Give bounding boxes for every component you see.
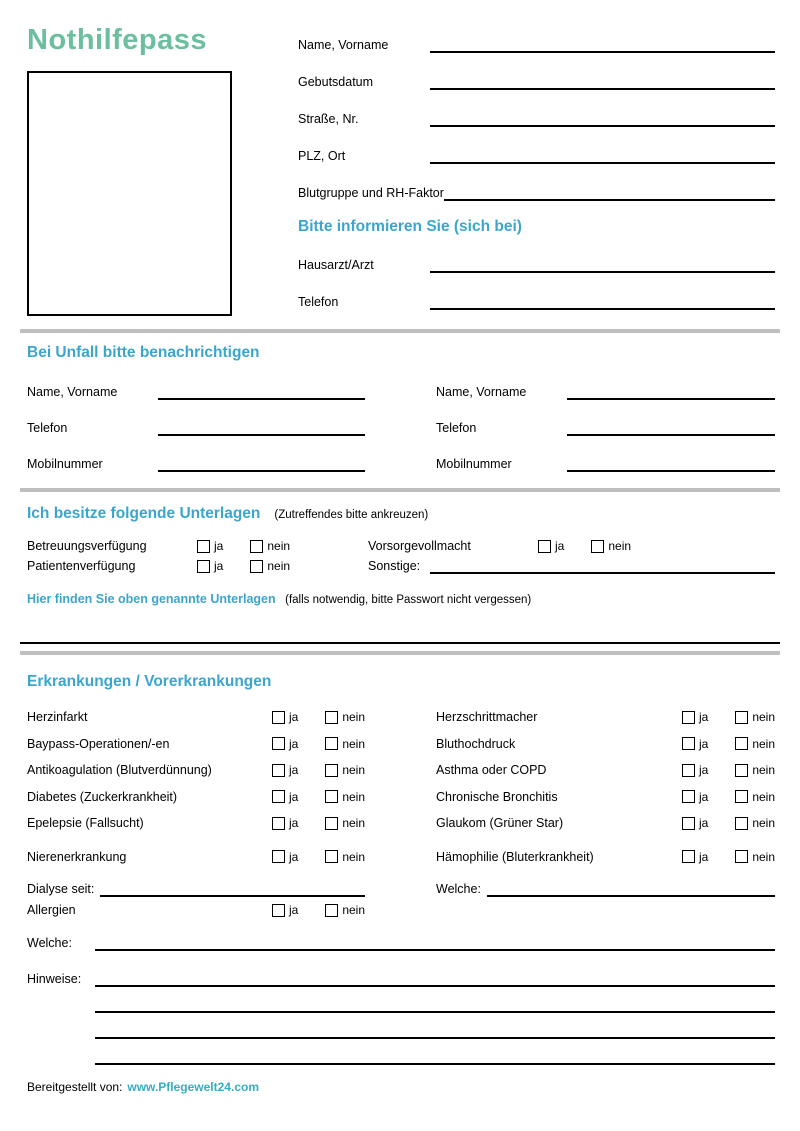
contact2-mobile-line[interactable]	[567, 468, 775, 472]
checkbox-nein[interactable]	[735, 737, 748, 750]
field-row	[27, 436, 365, 472]
condition-label: Nierenerkrankung	[27, 849, 127, 864]
field-row	[298, 53, 775, 90]
conditions-left-column	[27, 704, 365, 924]
documents-location-line[interactable]	[20, 642, 780, 644]
condition-label: Herzinfarkt	[27, 710, 88, 725]
street-label: Straße, Nr.	[298, 112, 359, 126]
checkbox-ja-label: ja	[288, 710, 299, 725]
footer-link[interactable]: www.Pflegewelt24.com	[127, 1079, 259, 1094]
checkbox-ja[interactable]	[272, 764, 285, 777]
checkbox-ja[interactable]	[272, 850, 285, 863]
sonstige-line[interactable]	[430, 570, 775, 574]
checkbox-nein[interactable]	[735, 711, 748, 724]
contact1-phone-label: Telefon	[27, 421, 68, 435]
checkbox-ja-label: ja	[288, 736, 299, 751]
footer-text: Bereitgestellt von:	[27, 1079, 123, 1094]
allergien-label: Allergien	[27, 903, 76, 918]
bloodtype-label: Blutgruppe und RH-Faktor	[298, 186, 444, 200]
header-left	[27, 20, 298, 316]
bloodtype-line[interactable]	[444, 197, 775, 201]
documents-link-row	[27, 592, 775, 606]
contact2-phone-line[interactable]	[567, 432, 775, 436]
checkbox-nein-label: nein	[752, 736, 775, 751]
phone-line[interactable]	[430, 306, 775, 310]
inform-heading: Bitte informieren Sie (sich bei)	[298, 218, 522, 235]
field-row	[436, 374, 775, 400]
condition-row	[436, 844, 775, 871]
hinweise-line-1[interactable]	[95, 983, 775, 987]
contact1-mobile-label: Mobilnummer	[27, 457, 103, 471]
hinweise-row	[27, 960, 775, 987]
checkbox-ja[interactable]	[682, 790, 695, 803]
checkbox-ja[interactable]	[197, 560, 210, 573]
condition-label: Antikoagulation (Blutverdünnung)	[27, 763, 212, 778]
contact1-mobile-line[interactable]	[158, 468, 365, 472]
checkbox-nein[interactable]	[325, 817, 338, 830]
checkbox-ja[interactable]	[682, 764, 695, 777]
document-row	[27, 556, 775, 576]
checkbox-ja-label: ja	[698, 816, 709, 831]
field-row	[436, 436, 775, 472]
checkbox-ja[interactable]	[272, 737, 285, 750]
birthdate-line[interactable]	[430, 86, 775, 90]
condition-row	[436, 731, 775, 758]
contact2-phone-label: Telefon	[436, 421, 477, 435]
condition-row	[436, 704, 775, 731]
documents-link-hint: (falls notwendig, bitte Passwort nicht vergessen)	[285, 594, 532, 606]
checkbox-ja-label: ja	[698, 789, 709, 804]
street-line[interactable]	[430, 123, 775, 127]
checkbox-nein-label: nein	[342, 763, 365, 778]
checkbox-nein[interactable]	[325, 850, 338, 863]
contact1-name-line[interactable]	[158, 396, 365, 400]
doctor-label: Hausarzt/Arzt	[298, 258, 374, 272]
page-title: Nothilfepass	[27, 24, 208, 56]
photo-placeholder	[27, 71, 232, 316]
emergency-section	[27, 374, 775, 472]
contact2-mobile-label: Mobilnummer	[436, 457, 512, 471]
condition-label: Chronische Bronchitis	[436, 789, 558, 804]
header-section	[27, 20, 775, 316]
hinweise-section	[27, 960, 775, 1065]
field-row	[298, 164, 775, 201]
documents-location-link[interactable]: Hier finden Sie oben genannte Unterlagen	[27, 592, 276, 606]
checkbox-nein[interactable]	[250, 560, 263, 573]
documents-heading-row	[27, 505, 775, 523]
condition-label: Glaukom (Grüner Star)	[436, 816, 564, 831]
sonstige-label: Sonstige:	[368, 558, 421, 573]
welche-right-row	[436, 870, 775, 897]
checkbox-ja[interactable]	[272, 817, 285, 830]
checkbox-nein[interactable]	[325, 764, 338, 777]
sonstige-item	[368, 559, 775, 574]
condition-label: Diabetes (Zuckerkrankheit)	[27, 789, 178, 804]
field-row	[27, 374, 365, 400]
checkbox-ja[interactable]	[682, 817, 695, 830]
patientenverfuegung-label: Patientenverfügung	[27, 559, 136, 573]
allergien-row	[27, 897, 365, 924]
condition-label: Epelepsie (Fallsucht)	[27, 816, 144, 831]
welche-right-line[interactable]	[487, 893, 775, 897]
footer	[27, 1080, 775, 1094]
condition-label: Bluthochdruck	[436, 736, 516, 751]
vorsorgevollmacht-label: Vorsorgevollmacht	[368, 539, 471, 553]
documents-hint: (Zutreffendes bitte ankreuzen)	[274, 509, 429, 521]
checkbox-nein[interactable]	[325, 737, 338, 750]
field-row	[298, 90, 775, 127]
hinweise-line-4[interactable]	[95, 1039, 775, 1065]
checkbox-ja-label: ja	[698, 849, 709, 864]
emergency-contact-2	[436, 374, 775, 472]
checkbox-ja[interactable]	[538, 540, 551, 553]
betreuungsverfuegung-item	[27, 539, 368, 553]
checkbox-nein[interactable]	[325, 790, 338, 803]
name-line[interactable]	[430, 49, 775, 53]
welche-label: Welche:	[436, 882, 481, 896]
checkbox-ja[interactable]	[682, 850, 695, 863]
condition-row	[27, 704, 365, 731]
checkbox-nein-label: nein	[752, 849, 775, 864]
city-label: PLZ, Ort	[298, 149, 346, 163]
checkbox-ja-label: ja	[288, 816, 299, 831]
checkbox-nein-label: nein	[342, 789, 365, 804]
checkbox-ja-label: ja	[698, 710, 709, 725]
checkbox-ja-label: ja	[288, 903, 299, 918]
checkbox-ja[interactable]	[272, 904, 285, 917]
checkbox-nein-label: nein	[267, 539, 291, 553]
checkbox-ja-label: ja	[214, 539, 224, 553]
checkbox-nein[interactable]	[591, 540, 604, 553]
checkbox-nein-label: nein	[342, 710, 365, 725]
checkbox-nein-label: nein	[752, 763, 775, 778]
field-row	[298, 236, 775, 273]
welche-label: Welche:	[27, 935, 72, 950]
checkbox-nein-label: nein	[752, 789, 775, 804]
dialyse-row	[27, 870, 365, 897]
checkbox-ja-label: ja	[214, 559, 224, 573]
contact1-name-label: Name, Vorname	[27, 385, 118, 399]
document-row	[27, 536, 775, 556]
contact1-phone-line[interactable]	[158, 432, 365, 436]
emergency-heading: Bei Unfall bitte benachrichtigen	[27, 344, 260, 361]
checkbox-ja-label: ja	[288, 849, 299, 864]
checkbox-nein-label: nein	[342, 816, 365, 831]
field-row	[298, 20, 775, 53]
condition-label: Asthma oder COPD	[436, 763, 547, 778]
city-line[interactable]	[430, 160, 775, 164]
condition-row	[27, 757, 365, 784]
checkbox-nein[interactable]	[735, 764, 748, 777]
documents-heading: Ich besitze folgende Unterlagen	[27, 505, 261, 522]
field-row	[298, 273, 775, 310]
checkbox-nein[interactable]	[735, 817, 748, 830]
checkbox-nein[interactable]	[735, 850, 748, 863]
condition-row	[436, 784, 775, 811]
phone-label: Telefon	[298, 295, 339, 309]
welche-full-row	[27, 924, 775, 951]
condition-label: Hämophilie (Bluterkrankheit)	[436, 849, 594, 864]
hinweise-label: Hinweise:	[27, 971, 82, 986]
section-divider	[20, 488, 780, 492]
checkbox-ja[interactable]	[272, 790, 285, 803]
checkbox-nein-label: nein	[267, 559, 291, 573]
checkbox-ja[interactable]	[197, 540, 210, 553]
checkbox-nein-label: nein	[342, 849, 365, 864]
checkbox-ja[interactable]	[682, 737, 695, 750]
welche-full-line[interactable]	[95, 947, 775, 951]
field-row	[27, 400, 365, 436]
section-divider	[20, 651, 780, 655]
checkbox-nein[interactable]	[250, 540, 263, 553]
conditions-heading: Erkrankungen / Vorerkrankungen	[27, 673, 272, 690]
checkbox-ja[interactable]	[682, 711, 695, 724]
documents-section	[27, 536, 775, 576]
dialyse-line[interactable]	[100, 893, 365, 897]
contact2-name-label: Name, Vorname	[436, 385, 527, 399]
section-divider	[20, 329, 780, 333]
checkbox-nein-label: nein	[342, 903, 365, 918]
dialyse-label: Dialyse seit:	[27, 882, 95, 896]
conditions-section	[27, 704, 775, 924]
condition-label: Herzschrittmacher	[436, 710, 538, 725]
checkbox-ja-label: ja	[288, 763, 299, 778]
patientenverfuegung-item	[27, 559, 368, 573]
contact2-name-line[interactable]	[567, 396, 775, 400]
checkbox-ja-label: ja	[555, 539, 565, 553]
checkbox-ja-label: ja	[288, 789, 299, 804]
checkbox-nein[interactable]	[325, 904, 338, 917]
condition-label: Baypass-Operationen/-en	[27, 736, 170, 751]
condition-row	[27, 844, 365, 871]
checkbox-ja[interactable]	[272, 711, 285, 724]
checkbox-nein-label: nein	[752, 710, 775, 725]
field-row	[436, 400, 775, 436]
checkbox-nein-label: nein	[608, 539, 632, 553]
header-fields	[298, 20, 775, 316]
checkbox-nein[interactable]	[325, 711, 338, 724]
betreuungsverfuegung-label: Betreuungsverfügung	[27, 539, 147, 553]
condition-row	[27, 731, 365, 758]
condition-row	[436, 757, 775, 784]
hinweise-line-2[interactable]	[95, 987, 775, 1013]
vorsorgevollmacht-item	[368, 539, 775, 553]
condition-row	[436, 810, 775, 837]
checkbox-nein-label: nein	[752, 816, 775, 831]
emergency-contact-1	[27, 374, 365, 472]
condition-row	[27, 784, 365, 811]
condition-row	[27, 810, 365, 837]
conditions-right-column	[436, 704, 775, 924]
field-row	[298, 127, 775, 164]
checkbox-nein[interactable]	[735, 790, 748, 803]
checkbox-ja-label: ja	[698, 763, 709, 778]
checkbox-ja-label: ja	[698, 736, 709, 751]
name-label: Name, Vorname	[298, 38, 389, 52]
checkbox-nein-label: nein	[342, 736, 365, 751]
hinweise-line-3[interactable]	[95, 1013, 775, 1039]
birthdate-label: Gebutsdatum	[298, 75, 374, 89]
doctor-line[interactable]	[430, 269, 775, 273]
